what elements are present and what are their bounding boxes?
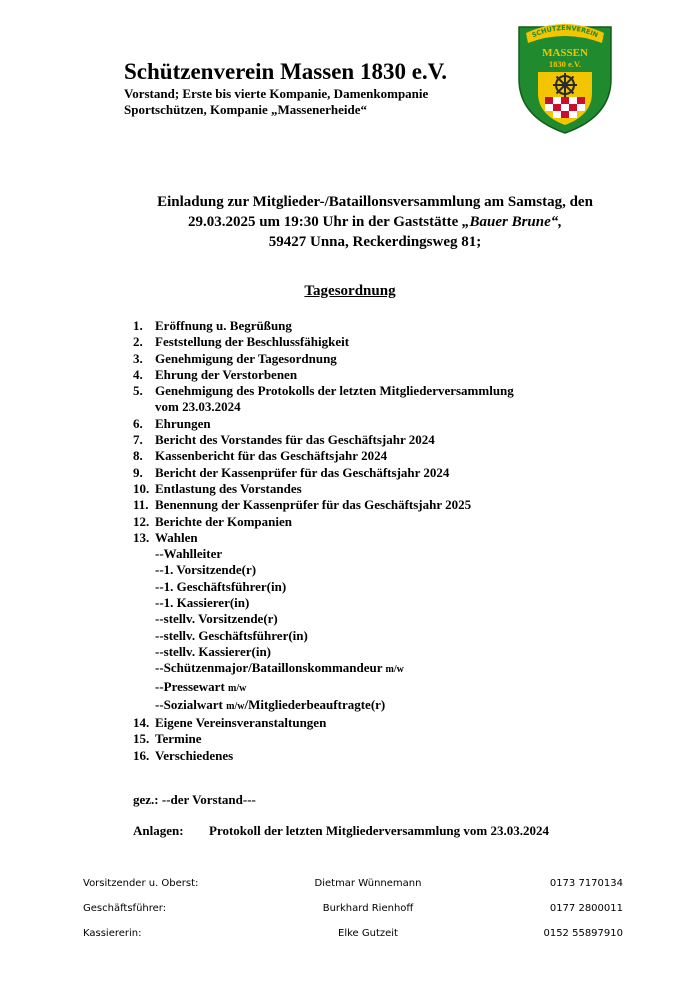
attachments-text: Protokoll der letzten Mitgliederversammlung vom 23.03.2024 [209, 823, 549, 838]
invitation-line-1: Einladung zur Mitglieder-/Bataillonsversammlung am Samstag, den [157, 194, 593, 210]
club-crest-icon [516, 17, 614, 135]
election-item: --1. Kassierer(in) [155, 595, 250, 611]
agenda-item: 1. Eröffnung u. Begrüßung [133, 318, 292, 333]
crest-year: 1830 e.V. [548, 59, 582, 69]
footer-role: Kassiererin: [83, 928, 142, 939]
election-item: --Pressewart m/w [155, 678, 247, 694]
footer-person: Elke Gutzeit [338, 928, 398, 939]
footer-contacts [83, 878, 623, 953]
invitation-line-3: 59427 Unna, Reckerdingsweg 81; [268, 234, 482, 250]
footer-role: Geschäftsführer: [83, 903, 167, 914]
agenda-item: 10. Entlastung des Vorstandes [133, 480, 302, 496]
agenda-item: 15. Termine [133, 731, 202, 747]
attachments-label: Anlagen: [133, 823, 184, 838]
invitation [110, 192, 640, 252]
footer-person: Dietmar Wünnemann [314, 878, 422, 889]
agenda-item: 8. Kassenbericht für das Geschäftsjahr 2024 [133, 448, 388, 464]
footer-phone: 0177 2800011 [549, 903, 623, 914]
attachments [133, 823, 549, 839]
election-item: --1. Geschäftsführer(in) [155, 578, 287, 594]
agenda-item: 2. Feststellung der Beschlussfähigkeit [133, 334, 350, 350]
election-item: --Schützenmajor/Bataillonskommandeur m/w [155, 660, 404, 676]
agenda-item: 3. Genehmigung der Tagesordnung [133, 350, 337, 366]
agenda-item: 9. Bericht der Kassenprüfer für das Geschäftsjahr 2024 [133, 464, 450, 480]
agenda-item-continuation: vom 23.03.2024 [155, 399, 241, 415]
election-item: --1. Vorsitzende(r) [155, 562, 257, 578]
footer-role: Vorsitzender u. Oberst: [83, 878, 199, 889]
agenda-item: 13. Wahlen [133, 529, 198, 545]
election-item: --stellv. Geschäftsführer(in) [155, 627, 308, 643]
footer-phone: 0152 55897910 [543, 928, 623, 939]
agenda-item: 5. Genehmigung des Protokolls der letzten Mitgliederversammlung [133, 383, 514, 399]
invitation-line-2 [110, 212, 640, 232]
agenda-item: 4. Ehrung der Verstorbenen [133, 366, 298, 382]
crest-name: MASSEN [542, 47, 588, 59]
agenda-item: 11. Benennung der Kassenprüfer für das Geschäftsjahr 2025 [133, 497, 472, 513]
letterhead-line-1: Vorstand; Erste bis vierte Kompanie, Damenkompanie [124, 86, 429, 101]
election-item: --Sozialwart m/w/Mitgliederbeauftragte(r) [155, 696, 386, 712]
agenda-item: 7. Bericht des Vorstandes für das Geschäftsjahr 2024 [133, 432, 435, 448]
signature-line: gez.: --der Vorstand--- [133, 792, 256, 807]
election-item: --Wahlleiter [155, 546, 223, 562]
election-item: --stellv. Kassierer(in) [155, 643, 272, 659]
agenda-item: 14. Eigene Vereinsveranstaltungen [133, 715, 327, 731]
agenda-item: 16. Verschiedenes [133, 747, 234, 763]
agenda-list [133, 318, 603, 764]
agenda-item: 6. Ehrungen [133, 415, 211, 431]
footer-person: Burkhard Rienhoff [322, 903, 414, 914]
footer-row [83, 878, 623, 903]
org-name: Schützenverein Massen 1830 e.V. [124, 59, 448, 84]
venue-name: „Bauer Brune“, [462, 214, 563, 230]
letterhead-line-2: Sportschützen, Kompanie „Massenerheide“ [124, 102, 368, 117]
invitation-date-time: 29.03.2025 um 19:30 Uhr in der Gaststätte [187, 214, 462, 230]
election-item: --stellv. Vorsitzende(r) [155, 611, 278, 627]
letterhead [124, 58, 524, 118]
footer-row [83, 903, 623, 928]
footer-row [83, 928, 623, 953]
footer-phone: 0173 7170134 [549, 878, 623, 889]
crest-top-text: SCHÜTZENVEREIN [530, 23, 600, 40]
agenda-item: 12. Berichte der Kompanien [133, 513, 292, 529]
agenda-title: Tagesordnung [304, 283, 396, 299]
